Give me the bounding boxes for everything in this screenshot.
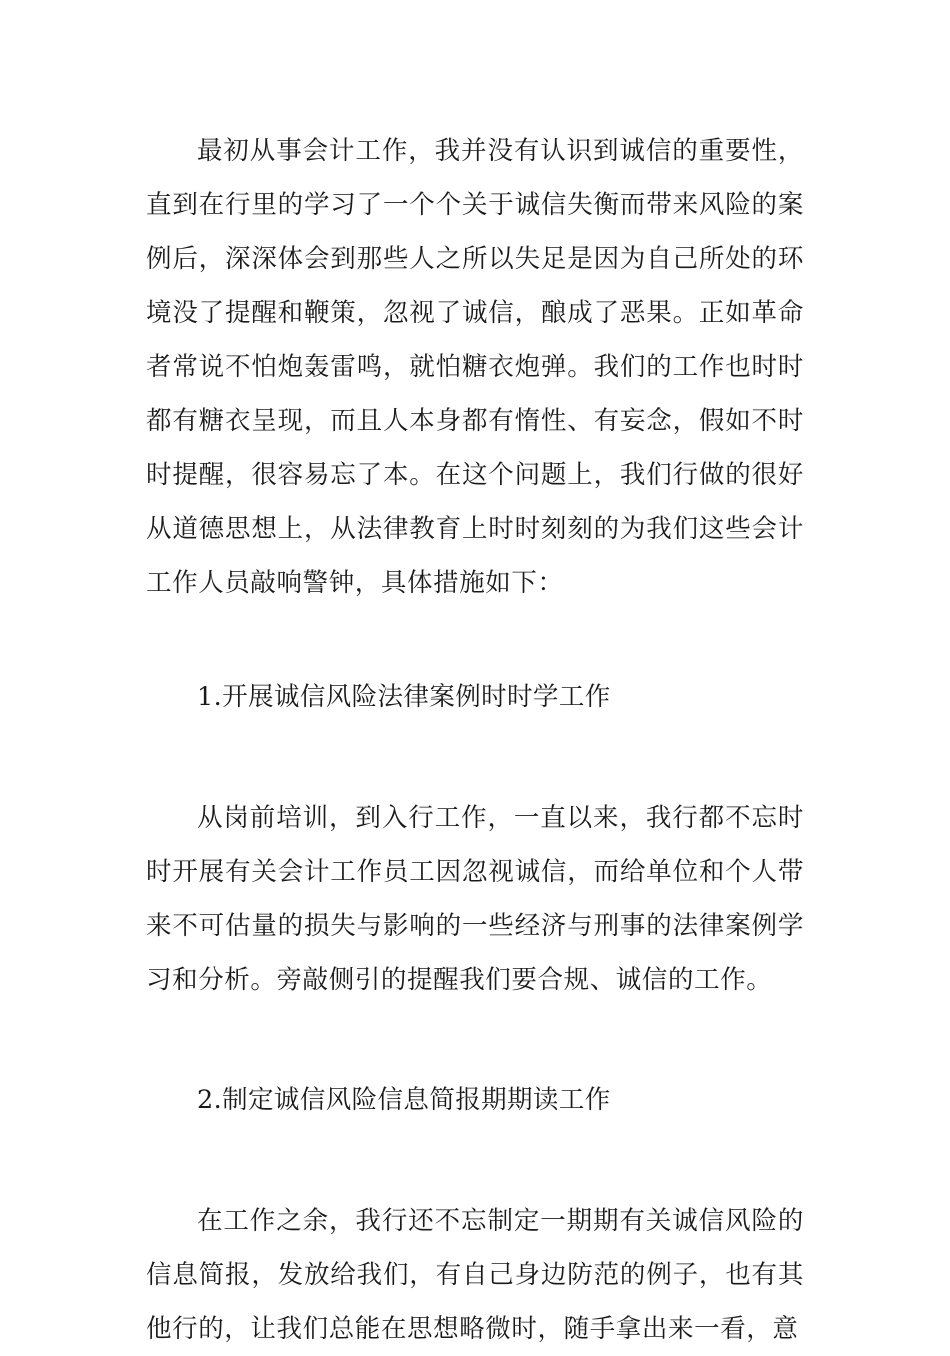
document-page [146, 124, 804, 1356]
section-heading-2: 2.制定诚信风险信息简报期期读工作 [197, 1085, 611, 1115]
spacer [146, 610, 804, 670]
spacer [146, 1127, 804, 1194]
paragraph-legal-cases: 从岗前培训，到入行工作，一直以来，我行都不忘时时开展有关会计工作员工因忽视诚信，而给单位和个人带来不可估量的损失与影响的一些经济与刑事的法律案例学习和分析。旁敲侧引的提醒我们要合规、诚信的工作。 [146, 803, 804, 995]
section-heading-1: 1.开展诚信风险法律案例时时学工作 [197, 682, 611, 712]
spacer [146, 724, 804, 791]
spacer [146, 1007, 804, 1073]
paragraph-risk-bulletin: 在工作之余，我行还不忘制定一期期有关诚信风险的信息简报，发放给我们，有自己身边防范的例子，也有其他行的，让我们总能在思想略微时，随手拿出来一看，意 [146, 1206, 804, 1344]
paragraph-integrity-intro: 最初从事会计工作，我并没有认识到诚信的重要性，直到在行里的学习了一个个关于诚信失衡而带来风险的案例后，深深体会到那些人之所以失足是因为自己所处的环境没了提醒和鞭策，忽视了诚信，酿成了恶果。正如革命者常说不怕炮轰雷鸣，就怕糖衣炮弹。我们的工作也时时都有糖衣呈现，而且人本身都有惰性、有妄念，假如不时时提醒，很容易忘了本。在这个问题上，我们行做的很好从道德思想上，从法律教育上时时刻刻的为我们这些会计工作人员敲响警钟，具体措施如下： [146, 136, 804, 598]
